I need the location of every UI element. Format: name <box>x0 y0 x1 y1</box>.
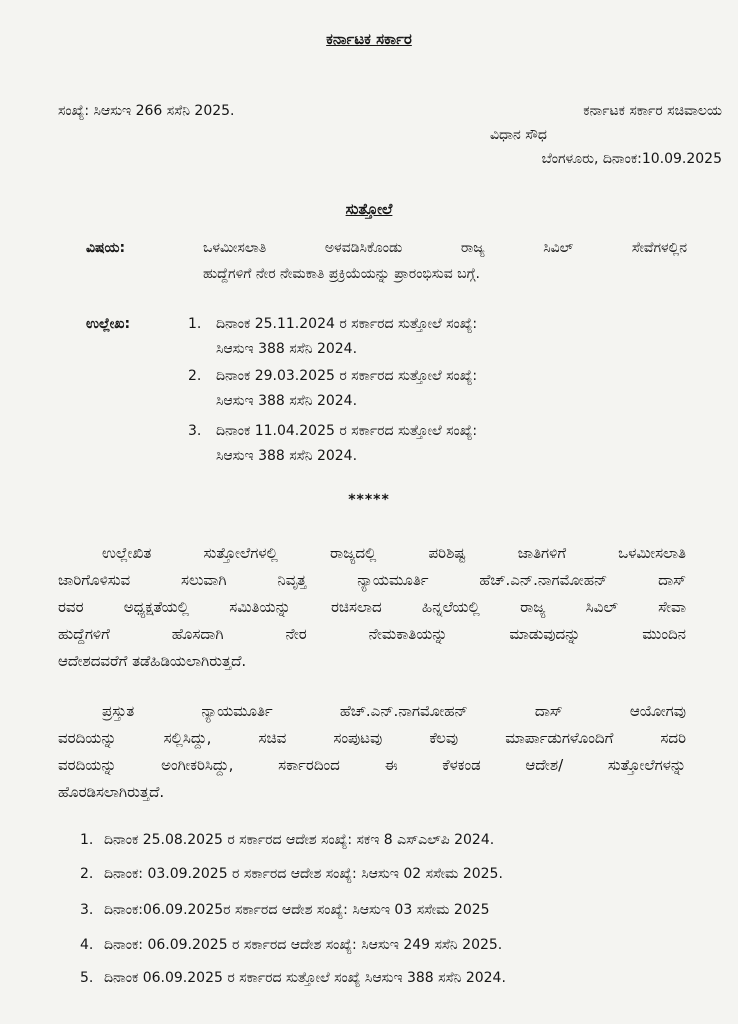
reference-1-number: 1. <box>188 316 202 332</box>
references-label: ಉಲ್ಲೇಖ: <box>86 316 131 332</box>
paragraph-2-line-3: ವರದಿಯನ್ನು ಅಂಗೀಕರಿಸಿದ್ದು, ಸರ್ಕಾರದಿಂದ ಈ ಕೆಳಕಂಡ ಆದೇಶ/ ಸುತ್ತೋಲೆಗಳನ್ನು <box>58 756 686 774</box>
office-line-2: ವಿಧಾನ ಸೌಧ <box>490 127 547 143</box>
reference-3-line-2: ಸಿಆಸುಇ 388 ಸಸೆನಿ 2024. <box>216 448 358 464</box>
order-5-text: ದಿನಾಂಕ 06.09.2025 ರ ಸರ್ಕಾರದ ಸುತ್ತೋಲೆ ಸಂಖ್ಯೆ ಸಿಆಸುಇ 388 ಸಸೆನಿ 2024. <box>104 970 506 986</box>
paragraph-1-line-3: ರವರ ಅಧ್ಯಕ್ಷತೆಯಲ್ಲಿ ಸಮಿತಿಯನ್ನು ರಚಿಸಲಾದ ಹಿನ್ನಲೆಯಲ್ಲಿ ರಾಜ್ಯ ಸಿವಿಲ್ ಸೇವಾ <box>58 598 686 616</box>
paragraph-2-line-2: ವರದಿಯನ್ನು ಸಲ್ಲಿಸಿದ್ದು, ಸಚಿವ ಸಂಪುಟವು ಕೆಲವು ಮಾರ್ಪಾಡುಗಳೊಂದಿಗೆ ಸದರಿ <box>58 729 686 747</box>
subject-label: ವಿಷಯ: <box>86 240 126 256</box>
order-2-number: 2. <box>80 866 94 882</box>
paragraph-1-line-5: ಆದೇಶದವರೆಗೆ ತಡೆಹಿಡಿಯಲಾಗಿರುತ್ತದೆ. <box>58 652 247 670</box>
circular-title: ಸುತ್ತೋಲೆ <box>345 200 393 218</box>
reference-3-number: 3. <box>188 423 202 439</box>
order-1-number: 1. <box>80 832 94 848</box>
paragraph-1-line-2: ಜಾರಿಗೊಳಿಸುವ ಸಲುವಾಗಿ ನಿವೃತ್ತ ನ್ಯಾಯಮೂರ್ತಿ ಹೆಚ್.ಎನ್.ನಾಗಮೋಹನ್ ದಾಸ್ <box>58 571 686 589</box>
order-4-number: 4. <box>80 937 94 953</box>
reference-2-number: 2. <box>188 368 202 384</box>
paragraph-2-line-4: ಹೊರಡಿಸಲಾಗಿರುತ್ತದೆ. <box>58 783 165 801</box>
order-4-text: ದಿನಾಂಕ: 06.09.2025 ರ ಸರ್ಕಾರದ ಆದೇಶ ಸಂಖ್ಯೆ: ಸಿಆಸುಇ 249 ಸಸೆನಿ 2025. <box>104 937 503 953</box>
order-2-text: ದಿನಾಂಕ: 03.09.2025 ರ ಸರ್ಕಾರದ ಆದೇಶ ಸಂಖ್ಯೆ: ಸಿಆಸುಇ 02 ಸಸೇಮ 2025. <box>104 866 503 882</box>
paragraph-1-line-1: ಉಲ್ಲೇಖಿತ ಸುತ್ತೋಲೆಗಳಲ್ಲಿ ರಾಜ್ಯದಲ್ಲಿ ಪರಿಶಿಷ್ಟ ಜಾತಿಗಳಿಗೆ ಒಳಮೀಸಲಾತಿ <box>102 544 686 562</box>
order-3-text: ದಿನಾಂಕ:06.09.2025ರ ಸರ್ಕಾರದ ಆದೇಶ ಸಂಖ್ಯೆ: ಸಿಆಸುಇ 03 ಸಸೇಮ 2025 <box>104 902 490 918</box>
place-date: ಬೆಂಗಳೂರು, ದಿನಾಂಕ:10.09.2025 <box>541 151 722 167</box>
paragraph-1 <box>58 540 686 675</box>
paragraph-2-line-1: ಪ್ರಸ್ತುತ ನ್ಯಾಯಮೂರ್ತಿ ಹೆಚ್.ಎನ್.ನಾಗಮೋಹನ್ ದಾಸ್ ಆಯೋಗವು <box>102 702 686 720</box>
reference-2-line-2: ಸಿಆಸುಇ 388 ಸಸೆನಿ 2024. <box>216 393 358 409</box>
order-number: ಸಂಖ್ಯೆ: ಸಿಆಸುಇ 266 ಸಸೆನಿ 2025. <box>58 103 235 119</box>
reference-1-line-2: ಸಿಆಸುಇ 388 ಸಸೆನಿ 2024. <box>216 341 358 357</box>
reference-1-line-1: ದಿನಾಂಕ 25.11.2024 ರ ಸರ್ಕಾರದ ಸುತ್ತೋಲೆ ಸಂಖ್ಯೆ: <box>216 316 478 332</box>
paragraph-2 <box>58 698 686 806</box>
government-title: ಕರ್ನಾಟಕ ಸರ್ಕಾರ <box>326 30 412 48</box>
subject-line-1: ಒಳಮೀಸಲಾತಿ ಅಳವಡಿಸಿಕೊಂಡು ರಾಜ್ಯ ಸಿವಿಲ್ ಸೇವೆಗಳಲ್ಲಿನ <box>203 240 687 256</box>
order-3-number: 3. <box>80 902 94 918</box>
paragraph-1-line-4: ಹುದ್ದೆಗಳಿಗೆ ಹೊಸದಾಗಿ ನೇರ ನೇಮಕಾತಿಯನ್ನು ಮಾಡುವುದನ್ನು ಮುಂದಿನ <box>58 625 686 643</box>
order-1-text: ದಿನಾಂಕ 25.08.2025 ರ ಸರ್ಕಾರದ ಆದೇಶ ಸಂಖ್ಯೆ: ಸಕಇ 8 ಎಸ್‌ಎಲ್‌ಪಿ 2024. <box>104 832 495 848</box>
subject-line-2: ಹುದ್ದೆಗಳಿಗೆ ನೇರ ನೇಮಕಾತಿ ಪ್ರಕ್ರಿಯೆಯನ್ನು ಪ್ರಾರಂಭಿಸುವ ಬಗ್ಗೆ. <box>203 266 480 282</box>
order-5-number: 5. <box>80 970 94 986</box>
reference-2-line-1: ದಿನಾಂಕ 29.03.2025 ರ ಸರ್ಕಾರದ ಸುತ್ತೋಲೆ ಸಂಖ್ಯೆ: <box>216 368 478 384</box>
separator-stars: ***** <box>348 492 390 508</box>
reference-3-line-1: ದಿನಾಂಕ 11.04.2025 ರ ಸರ್ಕಾರದ ಸುತ್ತೋಲೆ ಸಂಖ್ಯೆ: <box>216 423 478 439</box>
office-line-1: ಕರ್ನಾಟಕ ಸರ್ಕಾರ ಸಚಿವಾಲಯ <box>583 103 722 119</box>
